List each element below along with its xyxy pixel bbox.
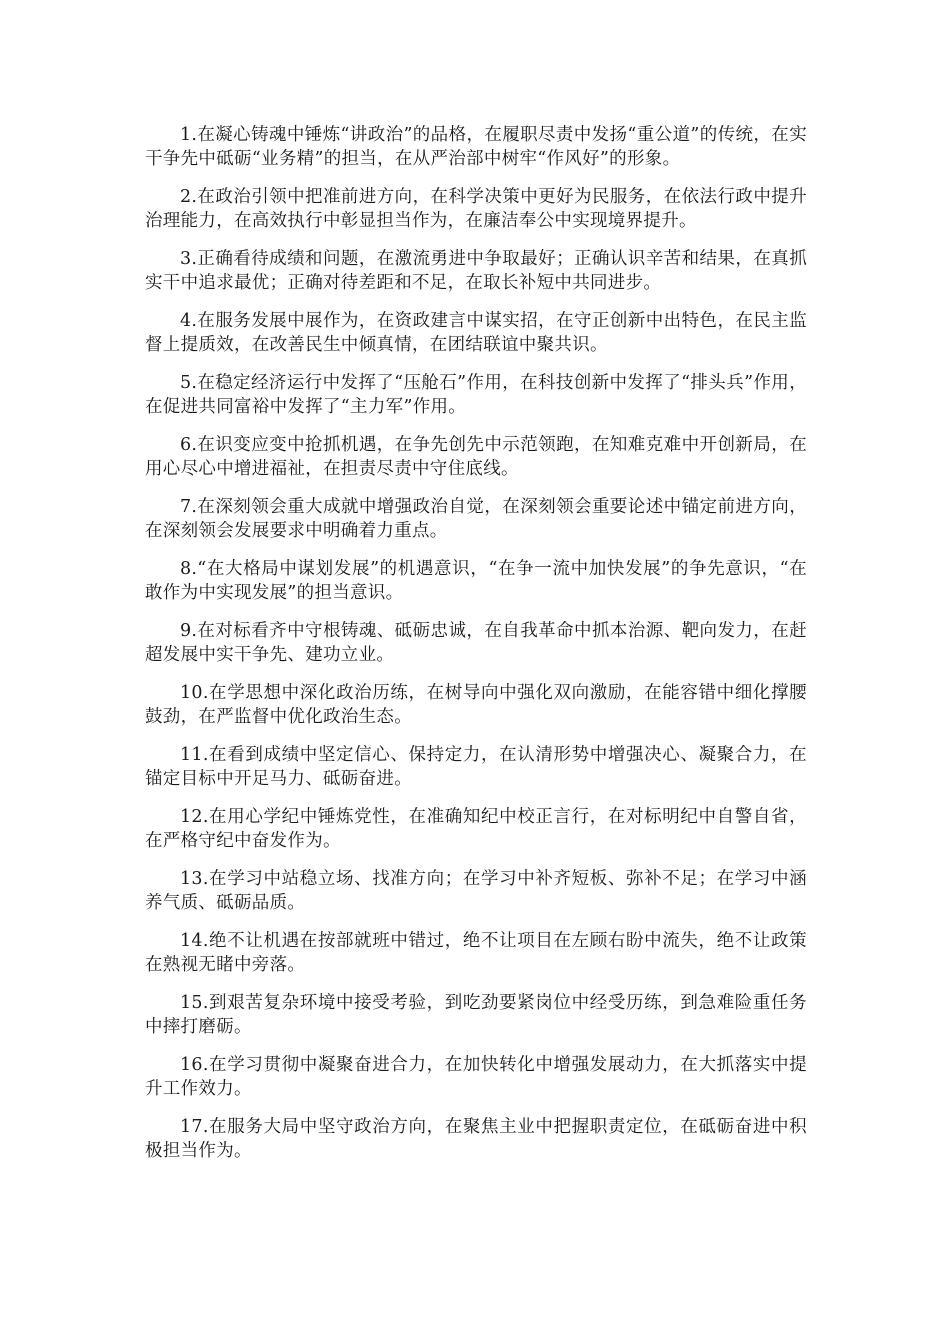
paragraph-15: 15.到艰苦复杂环境中接受考验，到吃劲要紧岗位中经受历练，到急难险重任务中摔打磨砺。: [145, 993, 807, 1037]
document-body: [145, 124, 807, 1178]
paragraph-17: 17.在服务大局中坚守政治方向，在聚焦主业中把握职责定位，在砥砺奋进中积极担当作为。: [145, 1117, 807, 1161]
paragraph-11: 11.在看到成绩中坚定信心、保持定力，在认清形势中增强决心、凝聚合力，在锚定目标中开足马力、砥砺奋进。: [145, 745, 807, 789]
paragraph-6: 6.在识变应变中抢抓机遇，在争先创先中示范领跑，在知难克难中开创新局，在用心尽心中增进福祉，在担责尽责中守住底线。: [145, 435, 807, 479]
paragraph-3: 3.正确看待成绩和问题，在激流勇进中争取最好；正确认识辛苦和结果，在真抓实干中追求最优；正确对待差距和不足，在取长补短中共同进步。: [145, 249, 807, 293]
paragraph-7: 7.在深刻领会重大成就中增强政治自觉，在深刻领会重要论述中锚定前进方向，在深刻领会发展要求中明确着力重点。: [145, 497, 807, 541]
paragraph-4: 4.在服务发展中展作为，在资政建言中谋实招，在守正创新中出特色，在民主监督上提质效，在改善民生中倾真情，在团结联谊中聚共识。: [145, 311, 807, 355]
paragraph-5: 5.在稳定经济运行中发挥了“压舱石”作用，在科技创新中发挥了“排头兵”作用，在促进共同富裕中发挥了“主力军”作用。: [145, 373, 807, 417]
paragraph-10: 10.在学思想中深化政治历练，在树导向中强化双向激励，在能容错中细化撑腰鼓劲，在严监督中优化政治生态。: [145, 683, 807, 727]
paragraph-8: 8.“在大格局中谋划发展”的机遇意识，“在争一流中加快发展”的争先意识，“在敢作为中实现发展”的担当意识。: [145, 559, 807, 603]
paragraph-13: 13.在学习中站稳立场、找准方向；在学习中补齐短板、弥补不足；在学习中涵养气质、砥砺品质。: [145, 869, 807, 913]
paragraph-9: 9.在对标看齐中守根铸魂、砥砺忠诚，在自我革命中抓本治源、靶向发力，在赶超发展中实干争先、建功立业。: [145, 621, 807, 665]
paragraph-12: 12.在用心学纪中锤炼党性，在准确知纪中校正言行，在对标明纪中自警自省，在严格守纪中奋发作为。: [145, 807, 807, 851]
paragraph-1: 1.在凝心铸魂中锤炼“讲政治”的品格，在履职尽责中发扬“重公道”的传统，在实干争先中砥砺“业务精”的担当，在从严治部中树牢“作风好”的形象。: [145, 125, 807, 169]
paragraph-16: 16.在学习贯彻中凝聚奋进合力，在加快转化中增强发展动力，在大抓落实中提升工作效力。: [145, 1055, 807, 1099]
paragraph-14: 14.绝不让机遇在按部就班中错过，绝不让项目在左顾右盼中流失，绝不让政策在熟视无睹中旁落。: [145, 931, 807, 975]
paragraph-2: 2.在政治引领中把准前进方向，在科学决策中更好为民服务，在依法行政中提升治理能力，在高效执行中彰显担当作为，在廉洁奉公中实现境界提升。: [145, 187, 807, 231]
